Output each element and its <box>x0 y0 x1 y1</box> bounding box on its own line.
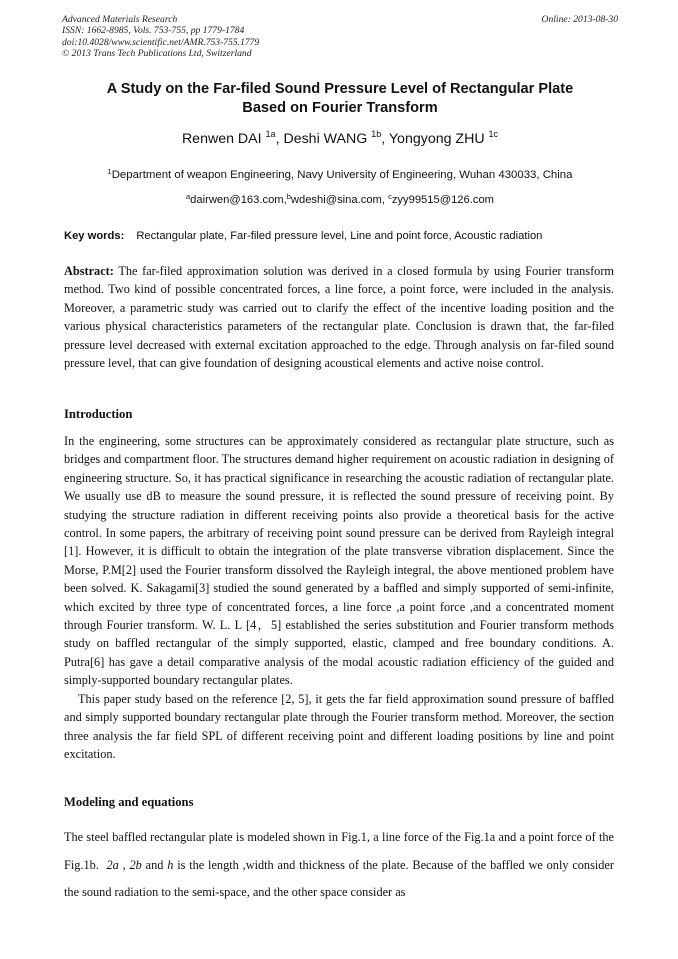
abstract-label: Abstract: <box>64 264 114 278</box>
introduction-body <box>64 432 614 763</box>
keywords-text: Rectangular plate, Far-filed pressure level, Line and point force, Acoustic radiation <box>136 230 543 242</box>
issn-line: ISSN: 1662-8985, Vols. 753-755, pp 1779-1784 <box>62 25 245 37</box>
email-address: zyy99515@126.com <box>391 194 494 206</box>
author-superscript: 1c <box>488 129 499 139</box>
abstract <box>64 262 614 372</box>
abstract-text: The far-filed approximation solution was derived in a closed formula by using Fourier transform method. Two kind of possible concentrated forces, a line force, a point force, were included in the analysis. Moreover, a parametric study was carried out to clarify the effect of the incentive loading position and the various physical characteristics parameters of the rectangular plate. Conclusion is drawn that, the far-filed pressure level decreased with external excitation approached to the edge. Through analysis on far-filed sound pressure level, that can give foundation of designing acoustical elements and active noise control. <box>64 264 614 371</box>
affiliation-superscript: 1 <box>107 167 112 176</box>
email-address: dairwen@163.com <box>190 194 284 206</box>
modeling-text-a: The steel baffled rectangular plate is modeled shown in Fig.1, a line force of the Fig.1a and a point force of the Fig.1b. <box>64 830 614 872</box>
doi-line: doi:10.4028/www.scientific.net/AMR.753-755.1779 <box>62 36 260 48</box>
author-name: Deshi WANG <box>283 131 368 147</box>
author-list: Renwen DAI $^{1a}$, Deshi WANG $^{1b}$, Yongyong ZHU $^{1c}$ <box>181 129 499 147</box>
introduction-paragraph-2: This paper study based on the reference [2, 5], it gets the far field approximation sound pressure of baffled and simply supported boundary rectangular plate through the Fourier transform method. Moreover, the section three analysis the far field SPL of different receiving point and different loading positions by line and point excitation. <box>64 691 614 761</box>
math-h: h <box>167 857 174 872</box>
keywords <box>64 230 620 242</box>
keywords-label: Key words: <box>64 230 125 242</box>
affiliation-text: Department of weapon Engineering, Navy University of Engineering, Wuhan 430033, China <box>111 169 573 181</box>
copyright-line: © 2013 Trans Tech Publications Ltd, Switzerland <box>62 48 252 60</box>
author-superscript: 1a <box>265 129 276 139</box>
affiliation <box>62 167 618 181</box>
title-line-2: Based on Fourier Transform <box>242 100 438 116</box>
paper-title <box>62 80 618 118</box>
modeling-text-b: is the length ,width and thickness of the plate. Because of the baffled we only consider the sound radiation to the semi-space, and the other space consider as <box>64 857 614 900</box>
math-separator: , <box>118 857 130 872</box>
math-2a: 2a <box>106 857 119 872</box>
email-superscript: b <box>286 192 291 201</box>
email-superscript: a <box>186 192 191 201</box>
journal-name: Advanced Materials Research <box>62 14 178 25</box>
introduction-heading: Introduction <box>64 407 133 421</box>
author-superscript: 1b <box>371 129 382 139</box>
modeling-heading: Modeling and equations <box>64 795 194 809</box>
math-2b: 2b <box>129 857 142 872</box>
introduction-paragraph-1: In the engineering, some structures can be approximately considered as rectangular plate structure, such as bridges and compartment floor. The structures demand higher requirement on acoustic radiation in designing of engineering structure. So, it has practical significance in researching the acoustic radiation of rectangular plate. We usually use dB to measure the sound pressure, it is reflected the sound pressure of receiving point. By studying the structure radiation in different receiving points also provide a theoretical basis for the active control. In some papers, the arbitrary of receiving point sound pressure can be derived from Rayleigh integral [1]. However, it is difficult to obtain the integration of the plate transverse vibration displacement. Since the Morse, P.M[2] used the Fourier transform dissolved the Rayleigh integral, the above mentioned problem have been solved. K. Sakagami[3] studied the sound generated by a baffled and simply supported of semi-infinite, which excited by three type of concentrated forces, a line force ,a point force ,and a concentrated moment through Fourier transform. W. L. L [4，5] established the series substitution and Fourier transform methods study on baffled rectangular of the simply supported, elastic, clamped and free boundary conditions. A. Putra[6] has gave a detail comparative analysis of the modal acoustic radiation efficiency of the guided and simply-supported boundary rectangular plates. <box>64 434 614 688</box>
running-header <box>62 14 618 60</box>
author-name: Renwen DAI <box>181 131 262 147</box>
online-date: Online: 2013-08-30 <box>541 14 618 25</box>
email-superscript: c <box>388 192 392 201</box>
email-list: $^a$dairwen@163.com,$^b$wdeshi@sina.com, $^c$zyy99515@126.com <box>186 192 494 206</box>
title-line-1: A Study on the Far-filed Sound Pressure Level of Rectangular Plate <box>106 81 574 97</box>
author-name: Yongyong ZHU <box>388 131 485 147</box>
and-word: and <box>141 857 168 872</box>
email-address: wdeshi@sina.com <box>290 194 382 206</box>
modeling-body <box>64 824 614 907</box>
